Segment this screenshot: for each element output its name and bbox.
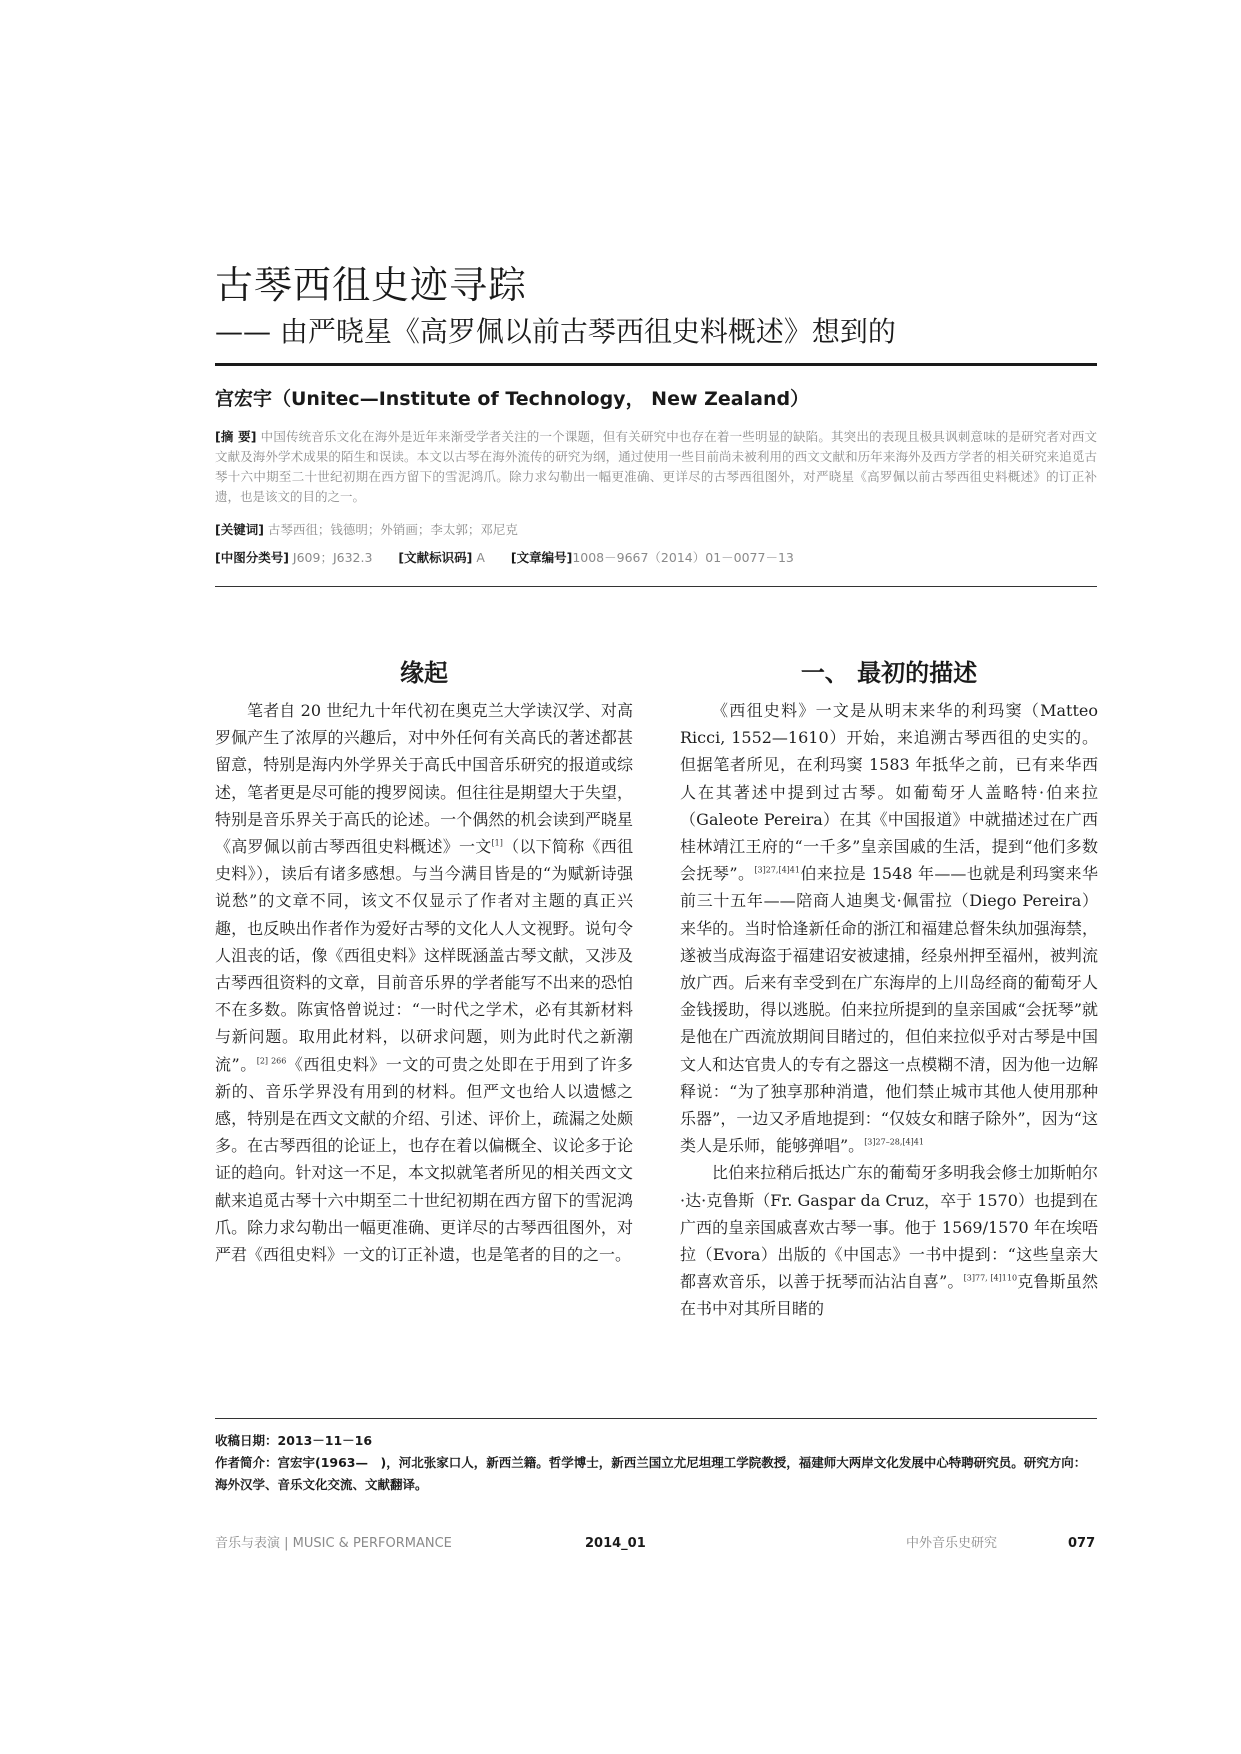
body-paragraph: 比伯来拉稍后抵达广东的葡萄牙多明我会修士加斯帕尔·达·克鲁斯（Fr. Gaspar da Cruz，卒于 1570）也提到在广西的皇亲国戚喜欢古琴一事。他于 1569/1570 年在埃唔拉（Evora）出版的《中国志》一书中提到：“这些皇亲大都喜欢音乐，以善于抚琴而沾沾自喜”。$^{[3]77, [4]110}$克鲁斯虽然在书中对其所目睹的 [680, 1163, 1098, 1319]
citation-ref: [3]77, [4]110 [963, 1273, 1018, 1283]
title-divider [215, 363, 1097, 366]
left-column [215, 655, 633, 1268]
body-paragraph: 笔者自 20 世纪九十年代初在奥克兰大学读汉学、对高罗佩产生了浓厚的兴趣后，对中外任何有关高氏的著述都甚留意，特别是海内外学界关于高氏中国音乐研究的报道或综述，笔者更是尽可能的搜罗阅读。但往往是期望大于失望，特别是音乐界关于高氏的论述。一个偶然的机会读到严晓星《高罗佩以前古琴西徂史料概述》一文[1]（以下简称《西徂史料》），读后有诸多感想。与当今满目皆是的“为赋新诗强说愁”的文章不同，该文不仅显示了作者对主题的真正兴趣，也反映出作者作为爱好古琴的文化人人文视野。说句令人沮丧的话，像《西徂史料》这样既涵盖古琴文献，又涉及古琴西徂资料的文章，目前音乐界的学者能写不出来的恐怕不在多数。陈寅恪曾说过：“一时代之学术，必有其新材料与新问题。取用此材料，以研求问题，则为此时代之新潮流”。$^{[2] 266}$《西徂史料》一文的可贵之处即在于用到了许多新的、音乐学界没有用到的材料。但严文也给人以遗憾之感，特别是在西文文献的介绍、引述、评价上，疏漏之处颇多。在古琴西徂的论证上，也存在着以偏概全、议论多于论证的趋向。针对这一不足，本文拟就笔者所见的相关西文文献来追觅古琴十六中期至二十世纪初期在西方留下的雪泥鸿爪。除力求勾勒出一幅更准确、更详尽的古琴西徂图外，对严君《西徂史料》一文的订正补遗，也是笔者的目的之一。 [215, 701, 633, 1265]
page-number: 077 [1068, 1536, 1096, 1551]
body-paragraph: 《西徂史料》一文是从明末来华的利玛窦（Matteo Ricci, 1552—1610）开始，来追溯古琴西徂的史实的。但据笔者所见，在利玛窦 1583 年抵华之前，已有来华西人在其著述中提到过古琴。如葡萄牙人盖略特·伯来拉（Galeote Pereira）在其《中国报道》中就描述过在广西桂林靖江王府的“一千多”皇亲国戚的生活，提到“他们多数会抚琴”。$^{[3]27,[4]41}$伯来拉是 1548 年——也就是利玛窦来华前三十五年——陪商人迪奥戈·佩雷拉（Diego Pereira）来华的。当时恰逢新任命的浙江和福建总督朱纨加强海禁，遂被当成海盗于福建诏安被逮捕，经泉州押至福州，被判流放广西。后来有幸受到在广东海岸的上川岛经商的葡萄牙人金钱援助，得以逃脱。伯来拉所提到的皇亲国戚“会抚琴”就是他在广西流放期间目睹过的，但伯来拉似乎对古琴是中国文人和达官贵人的专有之器这一点模糊不清，因为他一边解释说：“为了独享那种消遣，他们禁止城市其他人使用那种乐器”，一边又矛盾地提到：“仅妓女和瞎子除外”，因为“这类人是乐师，能够弹唱”。$^{[3]27-28,[4]41}$ [680, 701, 1098, 1156]
citation-ref: [3]27–28,[4]41 [864, 1137, 924, 1147]
column-name: 中外音乐史研究 [906, 1536, 998, 1551]
author-bio: 作者简介：宫宏宇(1963— )，河北张家口人，新西兰籍。哲学博士，新西兰国立尤尼坦理工学院教授，福建师大两岸文化发展中心特聘研究员。研究方向：海外汉学、音乐文化交流、文献翻译。 [215, 1455, 1087, 1492]
citation-ref: [1] [491, 838, 503, 848]
citation-ref: [2] 266 [256, 1056, 287, 1066]
keywords-text: 古琴西徂；钱德明；外销画；李太郭；邓尼克 [267, 522, 518, 537]
clc-label: [中图分类号] [215, 550, 289, 565]
footnote-divider [215, 1418, 1097, 1419]
journal-name: 音乐与表演 | MUSIC & PERFORMANCE [215, 1536, 452, 1551]
doc-code-value: A [476, 550, 485, 565]
issue-number: 2014_01 [585, 1536, 646, 1551]
article-number-label: [文章编号] [510, 550, 573, 565]
article-title: 古琴西徂史迹寻踪 [215, 263, 528, 307]
author-line: 宫宏宇（Unitec—Institute of Technology， New Zealand） [215, 388, 810, 410]
metadata-divider [215, 586, 1097, 587]
clc-value: J609；J632.3 [292, 550, 373, 565]
classification-line [215, 548, 1097, 568]
article-number-value: 1008－9667（2014）01－0077－13 [572, 550, 794, 565]
received-date: 收稿日期：2013－11－16 [215, 1433, 373, 1448]
section-heading-first-descriptions: 一、 最初的描述 [800, 658, 978, 687]
abstract-text: 中国传统音乐文化在海外是近年来渐受学者关注的一个课题，但有关研究中也存在着一些明显的缺陷。其突出的表现且极具讽刺意味的是研究者对西文文献及海外学术成果的陌生和误读。本文以古琴在海外流传的研究为纲，通过使用一些目前尚未被利用的西文文献和历年来海外及西方学者的相关研究来追觅古琴十六中期至二十世纪初期在西方留下的雪泥鸿爪。除力求勾勒出一幅更准确、更详尽的古琴西徂图外，对严晓星《高罗佩以前古琴西徂史料概述》的订正补遗，也是该文的目的之一。 [215, 429, 1097, 504]
article-subtitle: —— 由严晓星《高罗佩以前古琴西徂史料概述》想到的 [215, 315, 896, 348]
doc-code-label: [文献标识码] [398, 550, 473, 565]
keywords [215, 520, 1097, 540]
keywords-label: [关键词] [215, 522, 264, 537]
abstract-label: [摘 要] [215, 429, 257, 444]
section-heading-origin: 缘起 [400, 658, 448, 687]
citation-ref: [3]27,[4]41 [754, 865, 800, 875]
right-column [680, 655, 1098, 1323]
abstract [215, 427, 1097, 507]
